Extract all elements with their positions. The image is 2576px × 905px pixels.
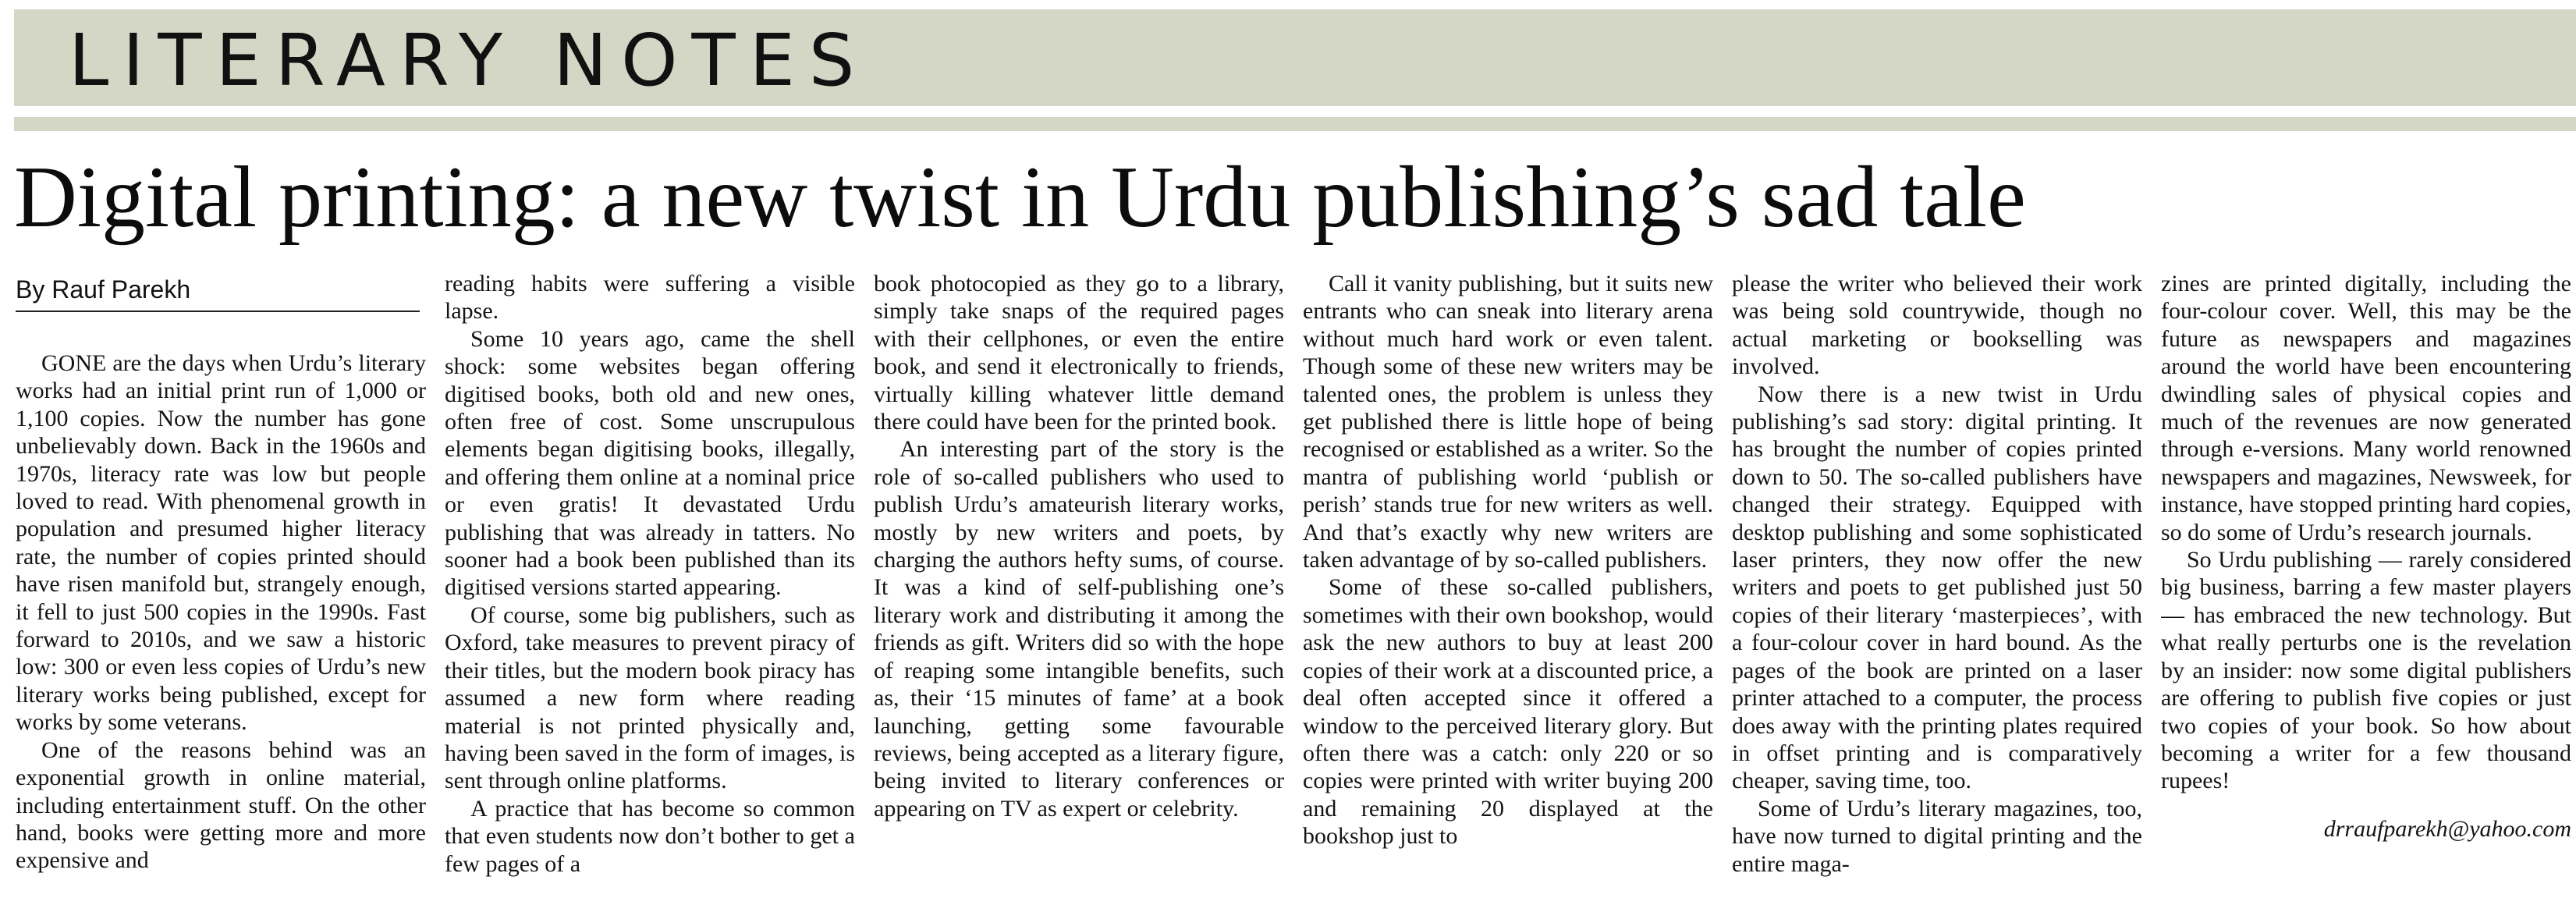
byline: By Rauf Parekh xyxy=(16,272,420,312)
article-paragraph: One of the reasons behind was an exponential growth in online material, including entertainment stuff. On the other hand, books were getting more and more expensive and xyxy=(16,736,426,874)
article-paragraph: A practice that has become so common that even students now don’t bother to get a few pages of a xyxy=(445,795,855,877)
article-column-3 xyxy=(874,270,1284,894)
article-paragraph: Now there is a new twist in Urdu publishing’s sad story: digital printing. It has brought the number of copies printed down to 50. The so-called publishers have changed their strategy. Equipped with desktop publishing and some sophisticated laser printers, they now offer the new writers and poets to get published just 50 copies of their literary ‘masterpieces’, with a four-colour cover in hard bound. As the pages of the book are printed on a laser printer attached to a computer, the process does away with the printing plates required in offset printing and is comparatively cheaper, saving time, too. xyxy=(1732,381,2142,794)
section-rule xyxy=(14,117,2576,131)
article-column-1 xyxy=(16,350,426,896)
article-column-5 xyxy=(1732,270,2142,894)
article-column-4 xyxy=(1303,270,1713,894)
article-paragraph: GONE are the days when Urdu’s literary works had an initial print run of 1,000 or 1,100 copies. Now the number has gone unbelievably down. Back in the 1960s and 1970s, literacy rate was low but people loved to read. With phenomenal growth in population and presumed higher literacy rate, the number of copies printed should have risen manifold but, strangely enough, it fell to just 500 copies in the 1990s. Fast forward to 2010s, and we saw a historic low: 300 or even less copies of Urdu’s new literary works being published, except for works by some veterans. xyxy=(16,350,426,736)
section-title: LITERARY NOTES xyxy=(69,19,869,102)
headline: Digital printing: a new twist in Urdu publishing’s sad tale xyxy=(14,149,2026,246)
article-paragraph: An interesting part of the story is the role of so-called publishers who used to publish Urdu’s amateurish literary works, mostly by new writers and poets, by charging the authors hefty sums, of course. It was a kind of self-publishing one’s literary work and distributing it among the friends as gift. Writers did so with the hope of reaping some intangible benefits, such as, their ‘15 minutes of fame’ at a book launching, getting some favourable reviews, being accepted as a literary figure, being invited to literary conferences or appearing on TV as expert or celebrity. xyxy=(874,436,1284,822)
author-email: drraufparekh@yahoo.com xyxy=(2323,815,2571,842)
article-paragraph: book photocopied as they go to a library, simply take snaps of the required pages with their cellphones, or even the entire book, and send it electronically to friends, virtually killing whatever little demand there could have been for the printed book. xyxy=(874,271,1284,435)
article-paragraph: Some of these so-called publishers, sometimes with their own bookshop, would ask the new authors to buy at least 200 copies of their work at a discounted price, a deal often accepted since it offered a window to the perceived literary glory. But often there was a catch: only 220 or so copies were printed with writer buying 200 and remaining 20 displayed at the bookshop just to xyxy=(1303,574,1713,850)
article-paragraph: reading habits were suffering a visible lapse. xyxy=(445,271,855,325)
article-paragraph: zines are printed digitally, including the four-colour cover. Well, this may be the future as newspapers and magazines around the world have been encountering dwindling sales of physical copies and much of the revenues are now generated through e-versions. Many world renowned newspapers and magazines, Newsweek, for instance, have stopped printing hard copies, so do some of Urdu’s research journals. xyxy=(2161,271,2571,545)
section-banner xyxy=(14,9,2576,106)
article-column-6 xyxy=(2161,270,2571,894)
article-paragraph: Some 10 years ago, came the shell shock: some websites began offering digitised books, both old and new ones, often free of cost. Some unscrupulous elements began digitising books, illegally, and offering them online at a nominal price or even gratis! It devastated Urdu publishing that was already in tatters. No sooner had a book been published than its digitised versions started appearing. xyxy=(445,325,855,601)
article-column-2 xyxy=(445,270,855,894)
article-paragraph: Call it vanity publishing, but it suits new entrants who can sneak into literary arena without much hard work or even talent. Though some of these new writers may be talented ones, the problem is unless they get published there is little hope of being recognised or established as a writer. So the mantra of publishing world ‘publish or perish’ stands true for new writers as well. And that’s exactly why new writers are taken advantage of by so-called publishers. xyxy=(1303,271,1713,573)
article-paragraph: Of course, some big publishers, such as Oxford, take measures to prevent piracy of their titles, but the modern book piracy has assumed a new form where reading material is not printed physically and, having been saved in the form of images, is sent through online platforms. xyxy=(445,602,855,794)
article-paragraph: So Urdu publishing — rarely considered big business, barring a few master players — has embraced the new technology. But what really perturbs one is the revelation by an insider: now some digital publishers are offering to publish five copies or just two copies of your book. So how about becoming a writer for a few thousand rupees! xyxy=(2161,547,2571,794)
article-paragraph: please the writer who believed their work was being sold countrywide, though no actual marketing or bookselling was involved. xyxy=(1732,271,2142,380)
article-paragraph: Some of Urdu’s literary magazines, too, have now turned to digital printing and the entire maga- xyxy=(1732,795,2142,877)
